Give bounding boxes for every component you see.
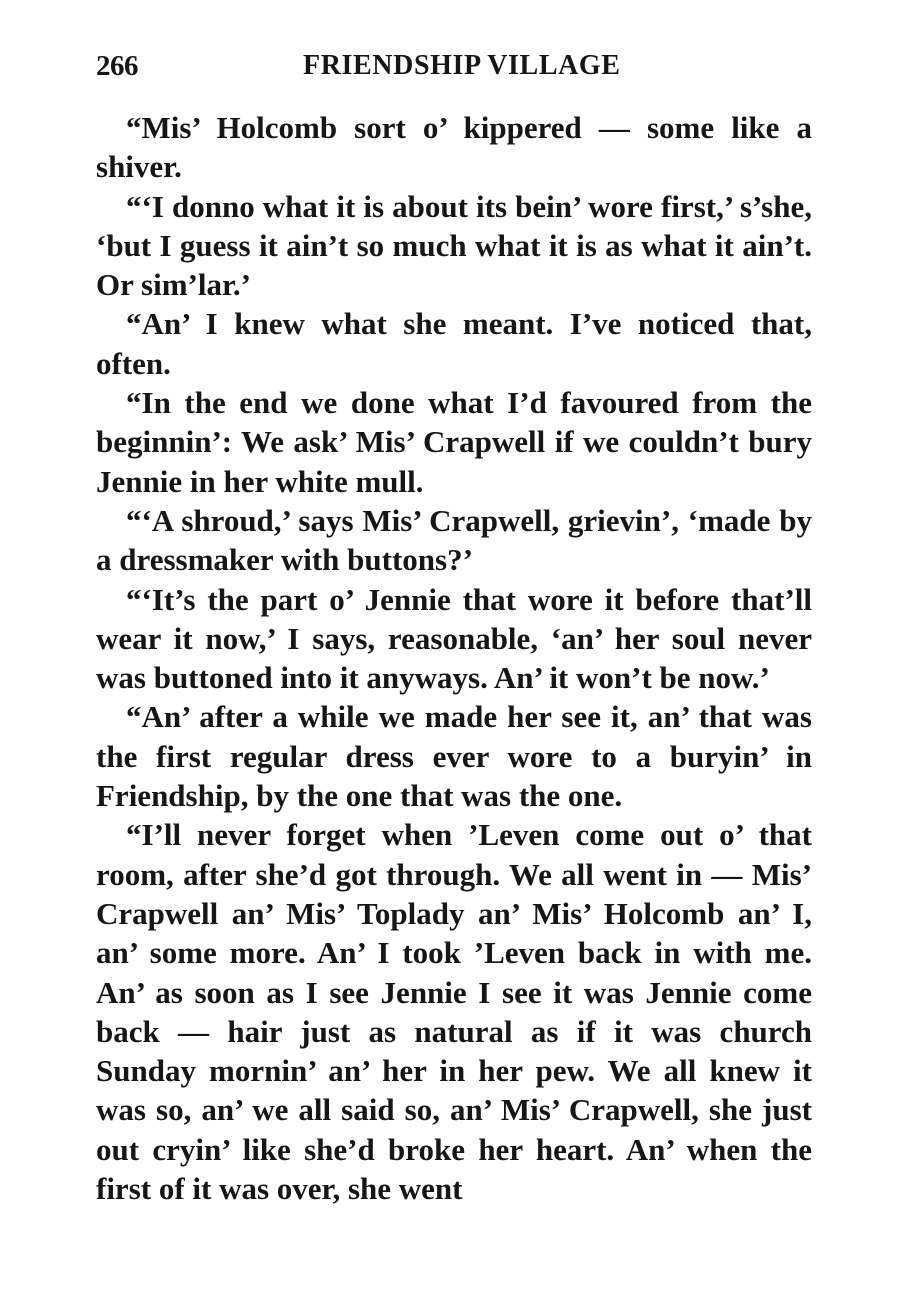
running-title: FRIENDSHIP VILLAGE [303, 50, 621, 81]
paragraph: “Mis’ Holcomb sort o’ kippered — some like a shiver. [96, 110, 812, 185]
page-number: 266 [96, 50, 138, 82]
paragraph: “‘I donno what it is about its bein’ wore first,’ s’she, ‘but I guess it ain’t so much what it is as what it ain’t. Or sim’lar.’ [96, 188, 812, 303]
paragraph: “‘It’s the part o’ Jennie that wore it before that’ll wear it now,’ I says, reasonable, ‘an’ her soul never was buttoned into it anyways. An’ it won’t be now.’ [96, 581, 812, 696]
paragraph: “‘A shroud,’ says Mis’ Crapwell, grievin’, ‘made by a dressmaker with buttons?’ [96, 502, 812, 578]
body-text [96, 108, 812, 1208]
running-head [96, 50, 812, 90]
paragraph: “In the end we done what I’d favoured from the beginnin’: We ask’ Mis’ Crapwell if we couldn’t bury Jennie in her white mull. [96, 385, 812, 499]
paragraph: “An’ I knew what she meant. I’ve noticed that, often. [96, 306, 812, 381]
paragraph: “An’ after a while we made her see it, an’ that was the first regular dress ever wore to a buryin’ in Friendship, by the one that was the one. [96, 699, 812, 814]
paragraph: “I’ll never forget when ’Leven come out o’ that room, after she’d got through. We all went in — Mis’ Crapwell an’ Mis’ Toplady an’ Mis’ Holcomb an’ I, an’ some more. An’ I took ’Leven back in with me. An’ as soon as I see Jennie I see it was Jennie come back — hair just as natural as if it was church Sunday mornin’ an’ her in her pew. We all knew it was so, an’ we all said so, an’ Mis’ Crapwell, she just out cryin’ like she’d broke her heart. An’ when the first of it was over, she went [96, 817, 812, 1207]
